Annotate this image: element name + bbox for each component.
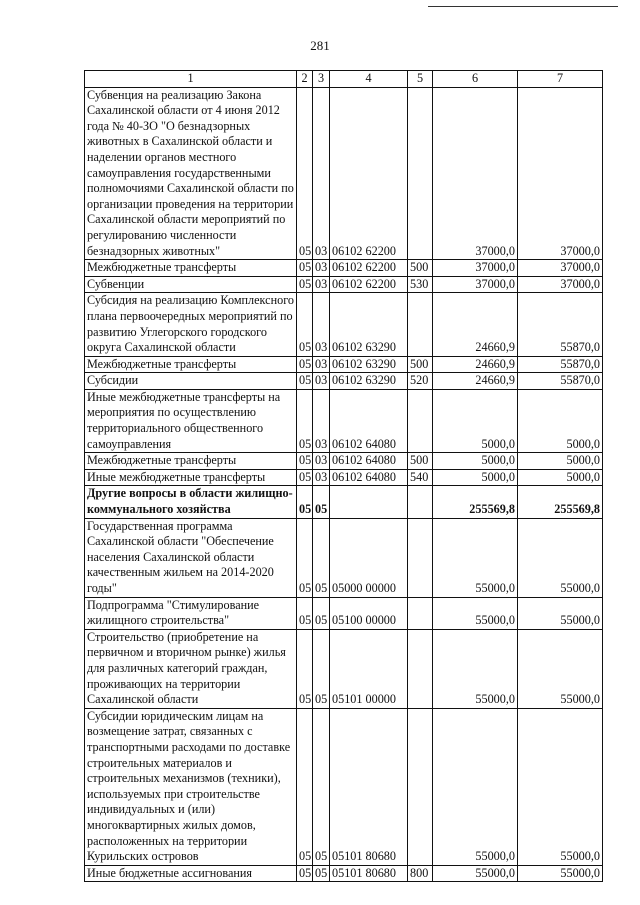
row-subsection-cell: 05 — [313, 708, 330, 865]
row-amount-2-cell: 255569,8 — [518, 486, 603, 518]
row-target-article-cell: 06102 62200 — [330, 87, 408, 260]
table-row — [85, 87, 603, 260]
row-subsection-cell: 03 — [313, 373, 330, 390]
row-target-article-cell: 06102 63290 — [330, 373, 408, 390]
table-row — [85, 356, 603, 373]
row-amount-1-cell: 55000,0 — [433, 865, 518, 882]
row-target-article-cell: 06102 64080 — [330, 453, 408, 470]
row-amount-1-cell: 55000,0 — [433, 518, 518, 597]
row-amount-1-cell: 255569,8 — [433, 486, 518, 518]
table-row — [85, 276, 603, 293]
row-amount-2-cell: 55870,0 — [518, 373, 603, 390]
row-subsection-cell: 03 — [313, 260, 330, 277]
row-amount-1-cell: 37000,0 — [433, 87, 518, 260]
header-cell: 7 — [518, 71, 603, 88]
table-row — [85, 373, 603, 390]
row-target-article-cell: 06102 64080 — [330, 389, 408, 452]
row-amount-1-cell: 24660,9 — [433, 373, 518, 390]
row-amount-1-cell: 37000,0 — [433, 260, 518, 277]
row-section-cell: 05 — [297, 356, 313, 373]
row-section-cell: 05 — [297, 865, 313, 882]
table-row — [85, 708, 603, 865]
row-amount-1-cell: 55000,0 — [433, 629, 518, 708]
row-name-cell: Иные бюджетные ассигнования — [85, 865, 297, 882]
row-amount-2-cell: 37000,0 — [518, 276, 603, 293]
header-cell: 5 — [408, 71, 433, 88]
table-row — [85, 293, 603, 356]
row-amount-2-cell: 37000,0 — [518, 87, 603, 260]
row-section-cell: 05 — [297, 373, 313, 390]
row-name-cell: Межбюджетные трансферты — [85, 356, 297, 373]
header-cell: 3 — [313, 71, 330, 88]
row-section-cell: 05 — [297, 486, 313, 518]
row-expense-type-cell — [408, 518, 433, 597]
row-amount-1-cell: 5000,0 — [433, 389, 518, 452]
row-target-article-cell: 06102 63290 — [330, 356, 408, 373]
row-name-cell: Государственная программа Сахалинской области "Обеспечение населения Сахалинской области качественным жильем на 2014-2020 годы" — [85, 518, 297, 597]
header-cell: 4 — [330, 71, 408, 88]
row-expense-type-cell: 800 — [408, 865, 433, 882]
table-row — [85, 865, 603, 882]
row-subsection-cell: 05 — [313, 597, 330, 629]
table-row — [85, 486, 603, 518]
row-name-cell: Подпрограмма "Стимулирование жилищного строительства" — [85, 597, 297, 629]
row-target-article-cell: 05101 80680 — [330, 865, 408, 882]
header-cell: 2 — [297, 71, 313, 88]
row-amount-2-cell: 5000,0 — [518, 453, 603, 470]
row-expense-type-cell — [408, 389, 433, 452]
row-amount-1-cell: 5000,0 — [433, 453, 518, 470]
row-section-cell: 05 — [297, 389, 313, 452]
row-amount-2-cell: 55870,0 — [518, 356, 603, 373]
row-section-cell: 05 — [297, 276, 313, 293]
row-target-article-cell: 06102 62200 — [330, 276, 408, 293]
page-number: 281 — [310, 38, 330, 53]
row-expense-type-cell: 500 — [408, 453, 433, 470]
row-name-cell: Межбюджетные трансферты — [85, 453, 297, 470]
row-expense-type-cell — [408, 293, 433, 356]
row-subsection-cell: 05 — [313, 865, 330, 882]
header-cell: 6 — [433, 71, 518, 88]
row-subsection-cell: 05 — [313, 486, 330, 518]
row-subsection-cell: 05 — [313, 518, 330, 597]
row-expense-type-cell — [408, 87, 433, 260]
row-name-cell: Субсидии юридическим лицам на возмещение затрат, связанных с транспортными расходами по доставке строительных материалов и строительных механизмов (техники), используемых при строительстве индивидуальных и (или) многоквартирных жилых домов, расположенных на территории Курильских островов — [85, 708, 297, 865]
row-section-cell: 05 — [297, 87, 313, 260]
row-expense-type-cell: 520 — [408, 373, 433, 390]
row-target-article-cell: 06102 62200 — [330, 260, 408, 277]
row-amount-1-cell: 24660,9 — [433, 356, 518, 373]
row-amount-1-cell: 5000,0 — [433, 469, 518, 486]
row-amount-2-cell: 5000,0 — [518, 469, 603, 486]
row-target-article-cell: 05101 00000 — [330, 629, 408, 708]
row-target-article-cell — [330, 486, 408, 518]
row-expense-type-cell — [408, 629, 433, 708]
row-amount-1-cell: 55000,0 — [433, 708, 518, 865]
row-section-cell: 05 — [297, 629, 313, 708]
header-cell: 1 — [85, 71, 297, 88]
row-subsection-cell: 03 — [313, 356, 330, 373]
row-expense-type-cell: 530 — [408, 276, 433, 293]
row-subsection-cell: 03 — [313, 87, 330, 260]
row-amount-2-cell: 5000,0 — [518, 389, 603, 452]
row-subsection-cell: 03 — [313, 389, 330, 452]
row-target-article-cell: 05000 00000 — [330, 518, 408, 597]
row-expense-type-cell: 540 — [408, 469, 433, 486]
row-name-cell: Субвенции — [85, 276, 297, 293]
row-amount-2-cell: 55000,0 — [518, 629, 603, 708]
row-amount-1-cell: 24660,9 — [433, 293, 518, 356]
row-subsection-cell: 03 — [313, 276, 330, 293]
row-target-article-cell: 06102 64080 — [330, 469, 408, 486]
row-section-cell: 05 — [297, 518, 313, 597]
table-row — [85, 518, 603, 597]
row-amount-2-cell: 55870,0 — [518, 293, 603, 356]
row-expense-type-cell — [408, 708, 433, 865]
row-amount-2-cell: 55000,0 — [518, 708, 603, 865]
row-name-cell: Иные межбюджетные трансферты на мероприятия по осуществлению территориального общественного самоуправления — [85, 389, 297, 452]
table-row — [85, 597, 603, 629]
table-row — [85, 389, 603, 452]
row-section-cell: 05 — [297, 453, 313, 470]
row-target-article-cell: 05101 80680 — [330, 708, 408, 865]
row-name-cell: Межбюджетные трансферты — [85, 260, 297, 277]
row-expense-type-cell: 500 — [408, 260, 433, 277]
budget-table — [84, 70, 603, 882]
top-rule-line — [428, 6, 618, 7]
row-expense-type-cell — [408, 486, 433, 518]
row-name-cell: Субсидии — [85, 373, 297, 390]
row-expense-type-cell: 500 — [408, 356, 433, 373]
table-row — [85, 629, 603, 708]
row-subsection-cell: 03 — [313, 469, 330, 486]
table-row — [85, 469, 603, 486]
row-name-cell: Иные межбюджетные трансферты — [85, 469, 297, 486]
row-amount-2-cell: 55000,0 — [518, 518, 603, 597]
row-section-cell: 05 — [297, 260, 313, 277]
row-name-cell: Субвенция на реализацию Закона Сахалинской области от 4 июня 2012 года № 40-ЗО "О безнадзорных животных в Сахалинской области и наделении органов местного самоуправления государственными полномочиями Сахалинской области по организации проведения на территории Сахалинской области мероприятий по регулированию численности безнадзорных животных" — [85, 87, 297, 260]
row-amount-2-cell: 55000,0 — [518, 865, 603, 882]
table-row — [85, 260, 603, 277]
row-expense-type-cell — [408, 597, 433, 629]
row-name-cell: Субсидия на реализацию Комплексного плана первоочередных мероприятий по развитию Углегорского городского округа Сахалинской области — [85, 293, 297, 356]
row-section-cell: 05 — [297, 708, 313, 865]
row-subsection-cell: 03 — [313, 293, 330, 356]
row-section-cell: 05 — [297, 597, 313, 629]
row-section-cell: 05 — [297, 469, 313, 486]
row-subsection-cell: 03 — [313, 453, 330, 470]
row-name-cell: Строительство (приобретение на первичном и вторичном рынке) жилья для различных категорий граждан, проживающих на территории Сахалинской области — [85, 629, 297, 708]
row-target-article-cell: 06102 63290 — [330, 293, 408, 356]
row-section-cell: 05 — [297, 293, 313, 356]
row-subsection-cell: 05 — [313, 629, 330, 708]
row-name-cell: Другие вопросы в области жилищно-коммунального хозяйства — [85, 486, 297, 518]
row-amount-2-cell: 37000,0 — [518, 260, 603, 277]
row-amount-2-cell: 55000,0 — [518, 597, 603, 629]
table-row — [85, 453, 603, 470]
row-amount-1-cell: 55000,0 — [433, 597, 518, 629]
row-target-article-cell: 05100 00000 — [330, 597, 408, 629]
table-header-row — [85, 71, 603, 88]
row-amount-1-cell: 37000,0 — [433, 276, 518, 293]
